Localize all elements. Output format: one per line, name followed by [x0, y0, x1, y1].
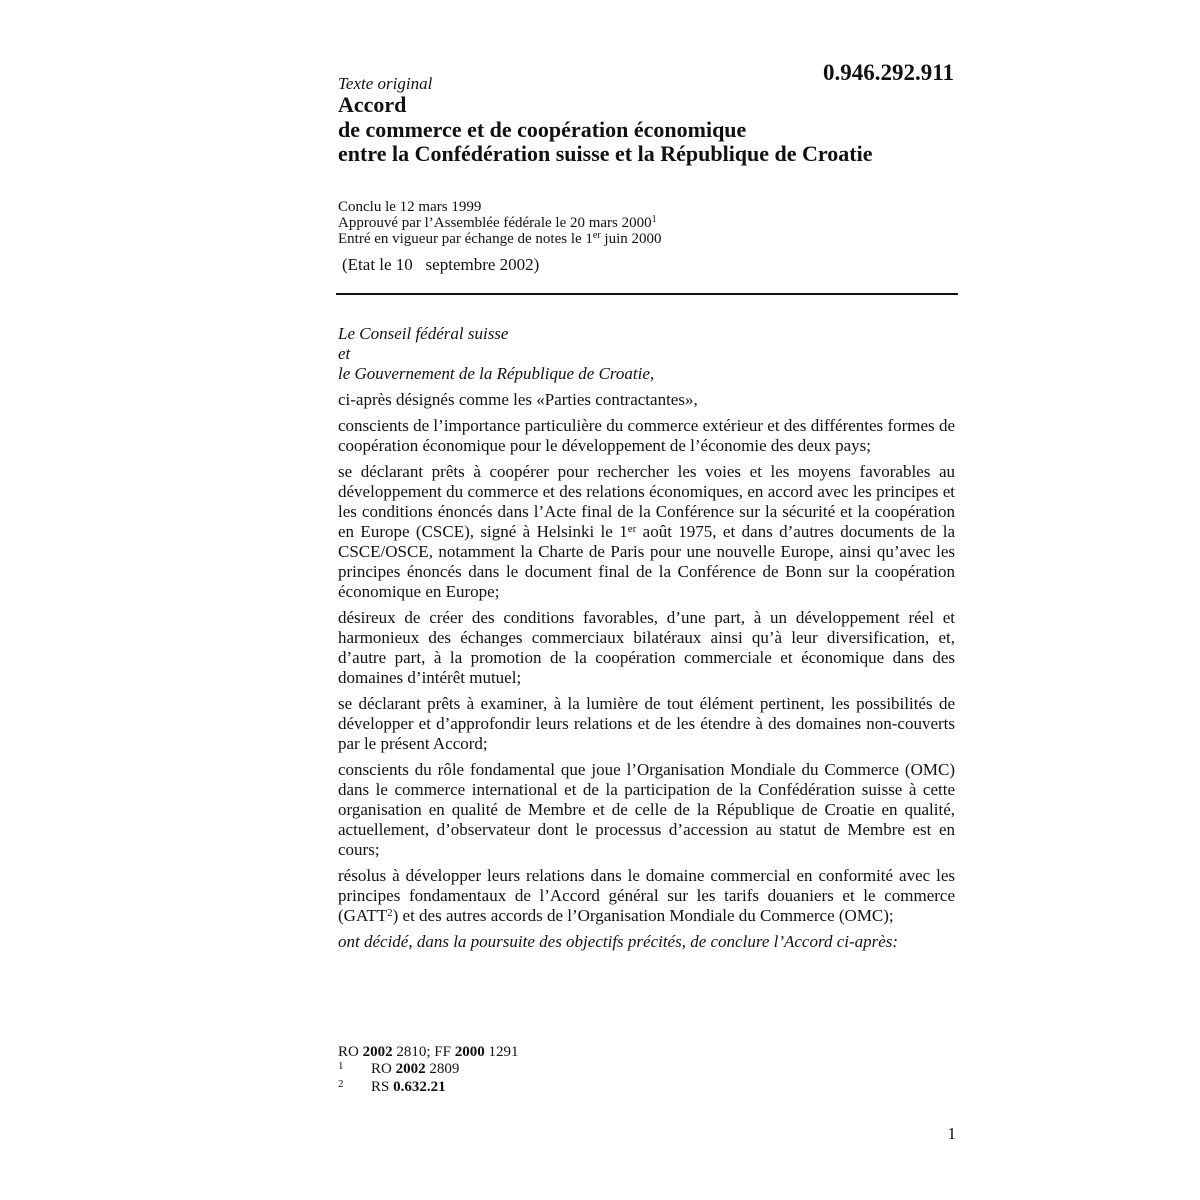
- preamble-paragraph: conscients de l’importance particulière du commerce extérieur et des différentes formes de coopération économique pour le développement de l’économie des deux pays;: [338, 416, 955, 455]
- footnote-ref: 2: [387, 907, 393, 919]
- entry-into-force: Entré en vigueur par échange de notes le 1er juin 2000: [338, 230, 662, 247]
- conjunction: et: [338, 344, 351, 363]
- preamble-paragraph: se déclarant prêts à examiner, à la lumière de tout élément pertinent, les possibilités de développer et d’approfondir leurs relations et de les étendre à des domaines non-couverts par le présent Accord;: [338, 694, 955, 753]
- preamble: [338, 324, 955, 958]
- concluded-date: Conclu le 12 mars 1999: [338, 199, 482, 215]
- preamble-paragraph: conscients du rôle fondamental que joue l’Organisation Mondiale du Commerce (OMC) dans le commerce international et de la participation de la Confédération suisse à cette organisation en qualité de Membre et de celle de la République de Croatie en qualité, actuellement, d’observateur dont le processus d’accession au statut de Membre est en cours;: [338, 760, 955, 859]
- title-line: entre la Confédération suisse et la République de Croatie: [338, 141, 873, 166]
- document-meta: [338, 199, 958, 247]
- footnote-item: 2 RS 0.632.21: [338, 1078, 446, 1095]
- original-text-label: Texte original: [338, 74, 433, 93]
- preamble-paragraph: résolus à développer leurs relations dans le domaine commercial en conformité avec les principes fondamentaux de l’Accord général sur les tarifs douaniers et le commerce (GATT$^2$) et des autres accords de l’Organisation Mondiale du Commerce (OMC);: [338, 866, 955, 925]
- official-reference: RO 2002 2810; FF 2000 1291: [338, 1044, 519, 1060]
- decision-paragraph: ont décidé, dans la poursuite des objectifs précités, de conclure l’Accord ci-après:: [338, 932, 899, 951]
- footnote-item: 1 RO 2002 2809: [338, 1060, 460, 1077]
- party-swiss: Le Conseil fédéral suisse: [338, 324, 509, 343]
- party-croatia: le Gouvernement de la République de Croatie,: [338, 364, 655, 383]
- document-number: 0.946.292.911: [823, 60, 954, 85]
- approved-date: Approuvé par l’Assemblée fédérale le 20 mars 2000$^1$: [338, 214, 657, 231]
- designation-paragraph: ci-après désignés comme les «Parties contractantes»,: [338, 390, 698, 409]
- state-date: (Etat le 10 septembre 2002): [342, 255, 540, 274]
- page-number: 1: [947, 1124, 956, 1143]
- footnotes: [338, 1044, 955, 1097]
- document-title: [338, 93, 978, 167]
- footnote-ref: 1: [651, 214, 657, 225]
- preamble-paragraph: désireux de créer des conditions favorables, d’une part, à un développement réel et harmonieux des échanges commerciaux bilatéraux ainsi qu’à leur diversification, et, d’autre part, à la promotion de la coopération commerciale et économique dans des domaines d’intérêt mutuel;: [338, 608, 955, 687]
- footnote-number: 2: [338, 1078, 344, 1090]
- title-line: Accord: [338, 92, 407, 117]
- footnote-number: 1: [338, 1060, 344, 1072]
- header-divider: [336, 293, 958, 295]
- title-line: de commerce et de coopération économique: [338, 116, 747, 142]
- preamble-paragraph: se déclarant prêts à coopérer pour rechercher les voies et les moyens favorables au développement du commerce et des relations économiques, en accord avec les principes et les conditions énoncés dans l’Acte final de la Conférence sur la sécurité et la coopération en Europe (CSCE), signé à Helsinki le 1er août 1975, et dans d’autres documents de la CSCE/OSCE, notamment la Charte de Paris pour une nouvelle Europe, ainsi qu’avec les principes énoncés dans le document final de la Conférence de Bonn sur la coopération économique en Europe;: [338, 462, 955, 601]
